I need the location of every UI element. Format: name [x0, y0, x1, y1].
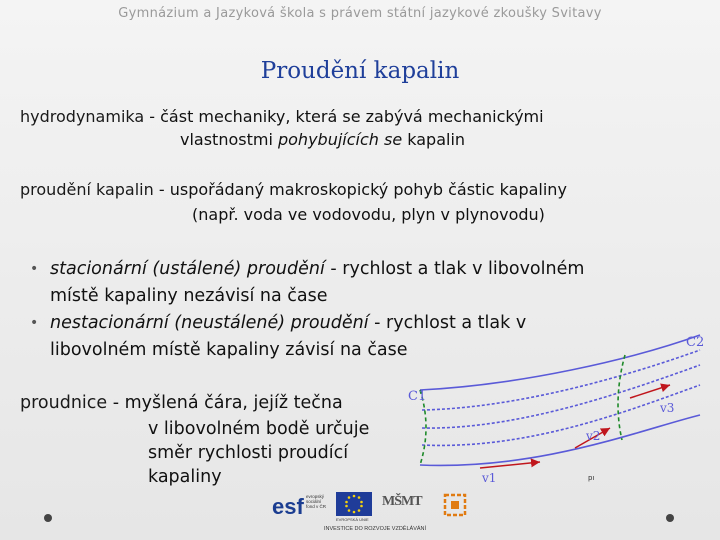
- streamline-curve: [420, 335, 700, 390]
- definition-proudnice-rest: [148, 417, 369, 489]
- list-item: [30, 256, 680, 310]
- list-item-term: nestacionární (neustálené) proudění: [50, 313, 369, 333]
- nav-dot-left: [44, 514, 52, 522]
- label-c1: C1: [408, 389, 427, 404]
- school-header: Gymnázium a Jazyková škola s právem státní jazykové zkoušky Svitavy: [118, 6, 602, 21]
- logos-caption: INVESTICE DO ROZVOJE VZDĚLÁVÁNÍ: [323, 526, 427, 532]
- definition-italic: pohybujících se: [277, 130, 403, 149]
- list-item-text: - rychlost a tlak v: [368, 313, 527, 333]
- msmt-logo: MŠMT: [382, 494, 422, 509]
- label-p: pı: [588, 474, 595, 482]
- streamline-curve: [422, 385, 700, 445]
- definition-proudnice: [20, 390, 343, 417]
- esf-logo: esf evropský sociální fond v ČR: [272, 494, 327, 519]
- streamline-curve: [422, 365, 700, 428]
- bullet-icon: •: [30, 315, 39, 331]
- bullet-icon: •: [30, 261, 39, 277]
- definition-proudeni-line2: (např. voda ve vodovodu, plyn v plynovodu): [192, 205, 545, 224]
- label-c2: C2: [686, 335, 705, 350]
- label-v2: v2: [586, 429, 601, 443]
- list-item-term: stacionární (ustálené) proudění: [50, 259, 325, 279]
- term-proudnice: proudnice: [20, 393, 108, 413]
- velocity-arrow-v3: [630, 385, 670, 398]
- slide-title: Proudění kapalin: [260, 58, 460, 84]
- definition-line: kapaliny: [148, 467, 222, 487]
- list-item-text: - rychlost a tlak v libovolném: [324, 259, 585, 279]
- separator: -: [153, 180, 170, 199]
- term-hydrodynamika: hydrodynamika: [20, 107, 145, 126]
- definition-line: v libovolném bodě určuje: [148, 419, 370, 439]
- label-v1: v1: [482, 471, 497, 485]
- cross-section-c2: [618, 355, 625, 440]
- definition-text: kapalin: [402, 130, 466, 149]
- definition-proudeni: [20, 178, 567, 202]
- eu-flag-icon: [336, 492, 372, 516]
- separator: -: [107, 393, 125, 413]
- separator: -: [144, 107, 161, 126]
- list-item-text: místě kapaliny nezávisí na čase: [50, 286, 328, 306]
- nav-dot-right: [666, 514, 674, 522]
- term-proudeni-kapalin: proudění kapalin: [20, 180, 154, 199]
- label-v3: v3: [660, 401, 675, 415]
- definition-line: uspořádaný makroskopický pohyb částic kapaliny: [169, 180, 567, 199]
- definition-line: myšlená čára, jejíž tečna: [124, 393, 343, 413]
- definition-line: část mechaniky, která se zabývá mechanickými: [160, 107, 544, 126]
- eu-label: EVROPSKÁ UNIE: [336, 517, 369, 522]
- streamline-diagram: [400, 330, 710, 490]
- list-item-text: libovolném místě kapaliny závisí na čase: [50, 340, 408, 360]
- definition-hydrodynamika: [20, 105, 544, 129]
- operational-program-logo: [442, 492, 468, 518]
- logos-strip: [270, 490, 480, 536]
- definition-text: vlastnostmi: [180, 130, 278, 149]
- definition-hydrodynamika-line2: [180, 128, 465, 152]
- definition-line: směr rychlosti proudící: [148, 443, 349, 463]
- streamline-curve: [420, 415, 700, 465]
